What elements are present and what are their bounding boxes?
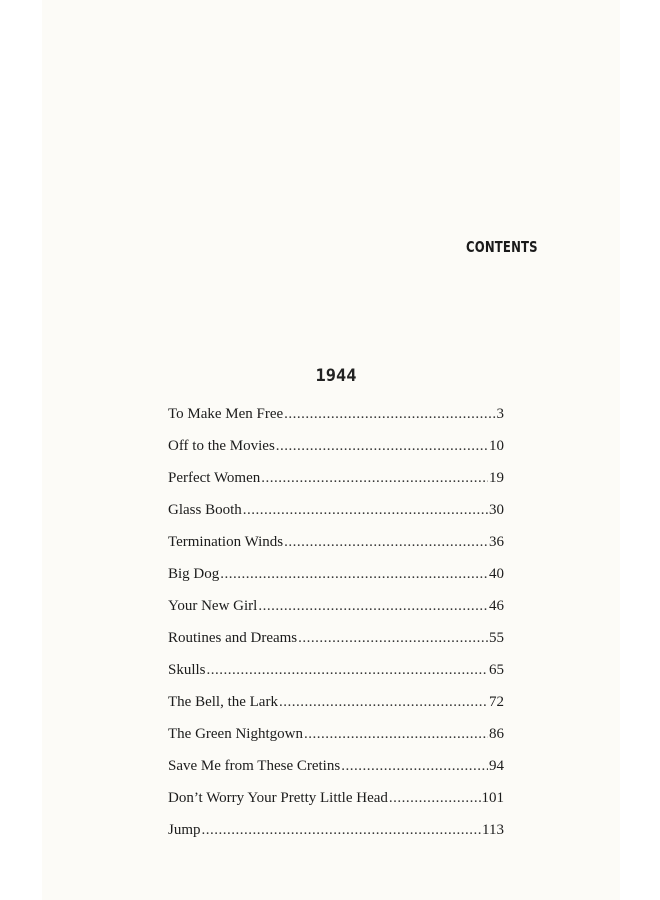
toc-entry-title: Don’t Worry Your Pretty Little Head [168,790,388,806]
toc-entry [168,598,504,630]
toc-entry-title: The Bell, the Lark [168,694,278,710]
toc-dot-leader [207,662,488,679]
toc-entry-page: 19 [489,470,504,486]
toc-dot-leader [298,630,488,647]
toc-entry-title: Perfect Women [168,470,261,486]
toc-entry-page: 94 [489,758,504,774]
toc-entry-title: Termination Winds [168,534,284,550]
toc-entry-page: 86 [489,726,504,742]
toc-entry-page: 65 [489,662,504,678]
toc-dot-leader [220,566,488,583]
toc-entry-title: Save Me from These Cretins [168,758,341,774]
toc-entry [168,534,504,566]
toc-entry-page: 72 [489,694,504,710]
toc-dot-leader [243,502,488,519]
toc-entry-page: 3 [496,406,504,422]
toc-entry [168,662,504,694]
toc-entry [168,822,504,854]
toc-entry [168,502,504,534]
toc-dot-leader [258,598,488,615]
toc-entry-page: 10 [489,438,504,454]
toc-entry [168,438,504,470]
toc-entry-title: To Make Men Free [168,406,284,422]
toc-entry [168,566,504,598]
toc-dot-leader [284,534,488,551]
toc-entry-page: 113 [482,822,504,838]
toc-entry-title: Routines and Dreams [168,630,298,646]
toc-entry-page: 46 [489,598,504,614]
toc-entry-title: Your New Girl [168,598,258,614]
toc-dot-leader [284,406,495,423]
toc-entry [168,694,504,726]
toc-entry-page: 55 [489,630,504,646]
toc-dot-leader [202,822,482,839]
toc-entry-title: Big Dog [168,566,220,582]
toc-entry-title: Off to the Movies [168,438,275,454]
table-of-contents [168,406,504,854]
contents-heading: CONTENTS [466,238,538,256]
toc-entry [168,726,504,758]
toc-entry-page: 40 [489,566,504,582]
toc-entry [168,406,504,438]
toc-entry-title: Glass Booth [168,502,242,518]
toc-dot-leader [341,758,488,775]
toc-dot-leader [276,438,488,455]
toc-dot-leader [261,470,488,487]
toc-dot-leader [304,726,488,743]
toc-dot-leader [279,694,488,711]
toc-entry [168,758,504,790]
toc-entry-page: 30 [489,502,504,518]
toc-entry [168,790,504,822]
toc-entry-title: The Green Nightgown [168,726,303,742]
toc-entry-page: 36 [489,534,504,550]
toc-entry [168,470,504,502]
section-heading-1944: 1944 [315,366,357,386]
toc-entry-title: Jump [168,822,201,838]
toc-dot-leader [389,790,481,807]
toc-entry-page: 101 [481,790,504,806]
toc-entry [168,630,504,662]
toc-entry-title: Skulls [168,662,206,678]
